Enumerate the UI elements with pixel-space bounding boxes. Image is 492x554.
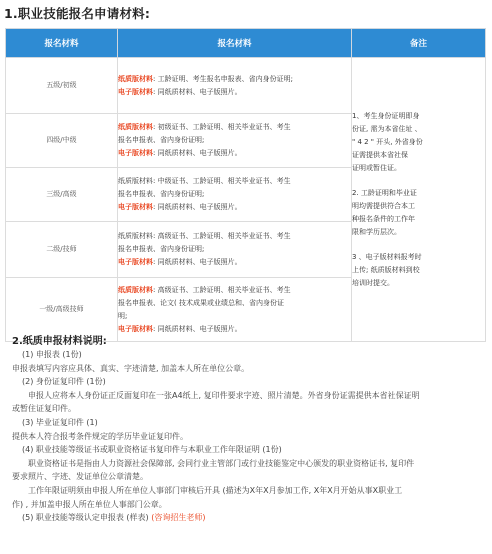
section2-line: (1) 申报表 (1份) bbox=[22, 350, 82, 359]
materials-line bbox=[118, 86, 351, 99]
consult-teacher-link[interactable]: (咨询招生老师) bbox=[151, 513, 206, 523]
material-text: 报名申报表、省内身份证明; bbox=[118, 136, 205, 144]
note-line: 份证, 需为本省住址 、 bbox=[352, 124, 422, 133]
materials-cell bbox=[118, 114, 352, 168]
section2-line: 要求照片、字迹、发证单位公章清楚。 bbox=[12, 472, 148, 482]
section2-line: (4) 职业技能等级证书或职业资格证书复印件与本职业工作年限证明 (1份) bbox=[22, 445, 282, 455]
level-cell: 二级/技师 bbox=[6, 222, 118, 278]
materials-cell bbox=[118, 222, 352, 278]
materials-line bbox=[118, 188, 351, 201]
material-text: : 同纸质材料、电子版照片。 bbox=[153, 87, 242, 96]
section2-line: 申报人应将本人身份证正反面复印在一张A4纸上, 复印件要求字迹、照片清楚。外省身份证需提供本省社保证明 bbox=[28, 390, 420, 400]
material-text: 纸质版材料: 高级证书、工龄证明、相关毕业证书、考生 bbox=[118, 232, 291, 240]
material-text: : 高级证书、工龄证明、相关毕业证书、考生 bbox=[153, 285, 291, 294]
materials-line bbox=[118, 323, 351, 336]
section2-line: (3) 毕业证复印件 (1) bbox=[22, 417, 98, 427]
material-type-label: 电子版材料 bbox=[118, 203, 153, 211]
material-type-label: 纸质版材料 bbox=[118, 285, 153, 294]
material-type-label: 电子版材料 bbox=[118, 258, 153, 266]
material-text: : 工龄证明、考生报名申报表、省内身份证明; bbox=[153, 74, 293, 83]
material-text: 报名申报表、省内身份证明; bbox=[118, 190, 205, 198]
section2-line: 申报表填写内容应具体、真实、字迹清楚, 加盖本人所在单位公章。 bbox=[12, 363, 250, 373]
header-materials: 报名材料 bbox=[118, 29, 352, 58]
note-line: 培训时提交。 bbox=[352, 278, 394, 287]
level-cell: 五级/初级 bbox=[6, 58, 118, 114]
materials-cell bbox=[118, 168, 352, 222]
table-header-row bbox=[6, 29, 486, 58]
section2-line: 提供本人符合报考条件规定的学历毕业证复印件。 bbox=[12, 431, 188, 441]
level-cell: 一级/高级技师 bbox=[6, 278, 118, 342]
level-cell: 三级/高级 bbox=[6, 168, 118, 222]
note-line: 2. 工龄证明和毕业证 bbox=[352, 188, 417, 197]
note-line: 1、考生身份证明即身 bbox=[352, 111, 420, 120]
section2-title: 2.纸质申报材料说明: bbox=[12, 336, 107, 347]
section2-line bbox=[12, 511, 488, 525]
material-text: : 同纸质材料、电子版照片。 bbox=[153, 203, 242, 211]
material-type-label: 电子版材料 bbox=[118, 149, 153, 157]
material-type-label: 电子版材料 bbox=[118, 324, 153, 333]
note-paragraph bbox=[352, 187, 485, 239]
section2-line: 作) , 并加盖申报人所在单位人事部门公章。 bbox=[12, 499, 167, 509]
material-text: 报名申报表、省内身份证明; bbox=[118, 245, 205, 253]
material-type-label: 纸质版材料 bbox=[118, 74, 153, 83]
materials-line bbox=[118, 284, 351, 297]
note-line: 种报名条件的工作年 bbox=[352, 214, 415, 223]
materials-line bbox=[118, 147, 351, 160]
registration-materials-table bbox=[5, 28, 486, 342]
material-text: 明; bbox=[118, 311, 128, 320]
note-paragraph bbox=[352, 251, 485, 290]
section2-body bbox=[12, 348, 488, 525]
note-line: 证需提供本省社保 bbox=[352, 150, 408, 159]
materials-line bbox=[118, 201, 351, 214]
material-text: : 初级证书、工龄证明、相关毕业证书、考生 bbox=[153, 123, 291, 131]
section2-line: (2) 身份证复印件 (1份) bbox=[22, 377, 106, 387]
note-line: 限和学历层次。 bbox=[352, 227, 401, 236]
note-line: 明均需提供符合本工 bbox=[352, 201, 415, 210]
header-notes: 备注 bbox=[352, 29, 486, 58]
materials-line bbox=[118, 73, 351, 86]
materials-line bbox=[118, 297, 351, 310]
notes-cell bbox=[352, 58, 486, 342]
material-type-label: 电子版材料 bbox=[118, 87, 153, 96]
form-item-label: (5) 职业技能等级认定申报表 (样表) bbox=[22, 513, 152, 523]
material-type-label: 纸质版材料 bbox=[118, 123, 153, 131]
material-text: : 同纸质材料、电子版照片。 bbox=[153, 258, 242, 266]
level-cell: 四级/中级 bbox=[6, 114, 118, 168]
section1-title: 1.职业技能报名申请材料: bbox=[4, 6, 151, 21]
material-text: 纸质版材料: 中级证书、工龄证明、相关毕业证书、考生 bbox=[118, 177, 291, 185]
header-level: 报名材料 bbox=[6, 29, 118, 58]
materials-cell bbox=[118, 278, 352, 342]
section2-line: 工作年限证明须由申报人所在单位人事部门审核后开具 (描述为X年X月参加工作, X年X月开始从事X职业工 bbox=[28, 485, 403, 495]
materials-line bbox=[118, 230, 351, 243]
materials-line bbox=[118, 310, 351, 323]
note-paragraph bbox=[352, 110, 485, 175]
note-line: " 4 2 " 开头, 外省身份 bbox=[352, 137, 423, 146]
materials-line bbox=[118, 243, 351, 256]
material-text: 报名申报表、论文( 技术成果或业绩总和、省内身份证 bbox=[118, 298, 284, 307]
note-line: 证明或暂住证。 bbox=[352, 163, 401, 172]
section2-line: 或暂住证复印件。 bbox=[12, 404, 76, 414]
section2-line: 职业资格证书是指由人力资源社会保障部, 会同行业主管部门或行业技能鉴定中心颁发的职业资格证书, 复印件 bbox=[28, 458, 415, 468]
material-text: : 同纸质材料、电子版照片。 bbox=[153, 324, 242, 333]
table-row bbox=[6, 58, 486, 114]
materials-line bbox=[118, 121, 351, 134]
materials-cell bbox=[118, 58, 352, 114]
materials-line bbox=[118, 256, 351, 269]
note-line: 上传; 纸质版材料到校 bbox=[352, 265, 420, 274]
note-line: 3 、电子版材料报考时 bbox=[352, 252, 422, 261]
material-text: : 同纸质材料、电子版照片。 bbox=[153, 149, 242, 157]
materials-line bbox=[118, 134, 351, 147]
materials-line bbox=[118, 175, 351, 188]
